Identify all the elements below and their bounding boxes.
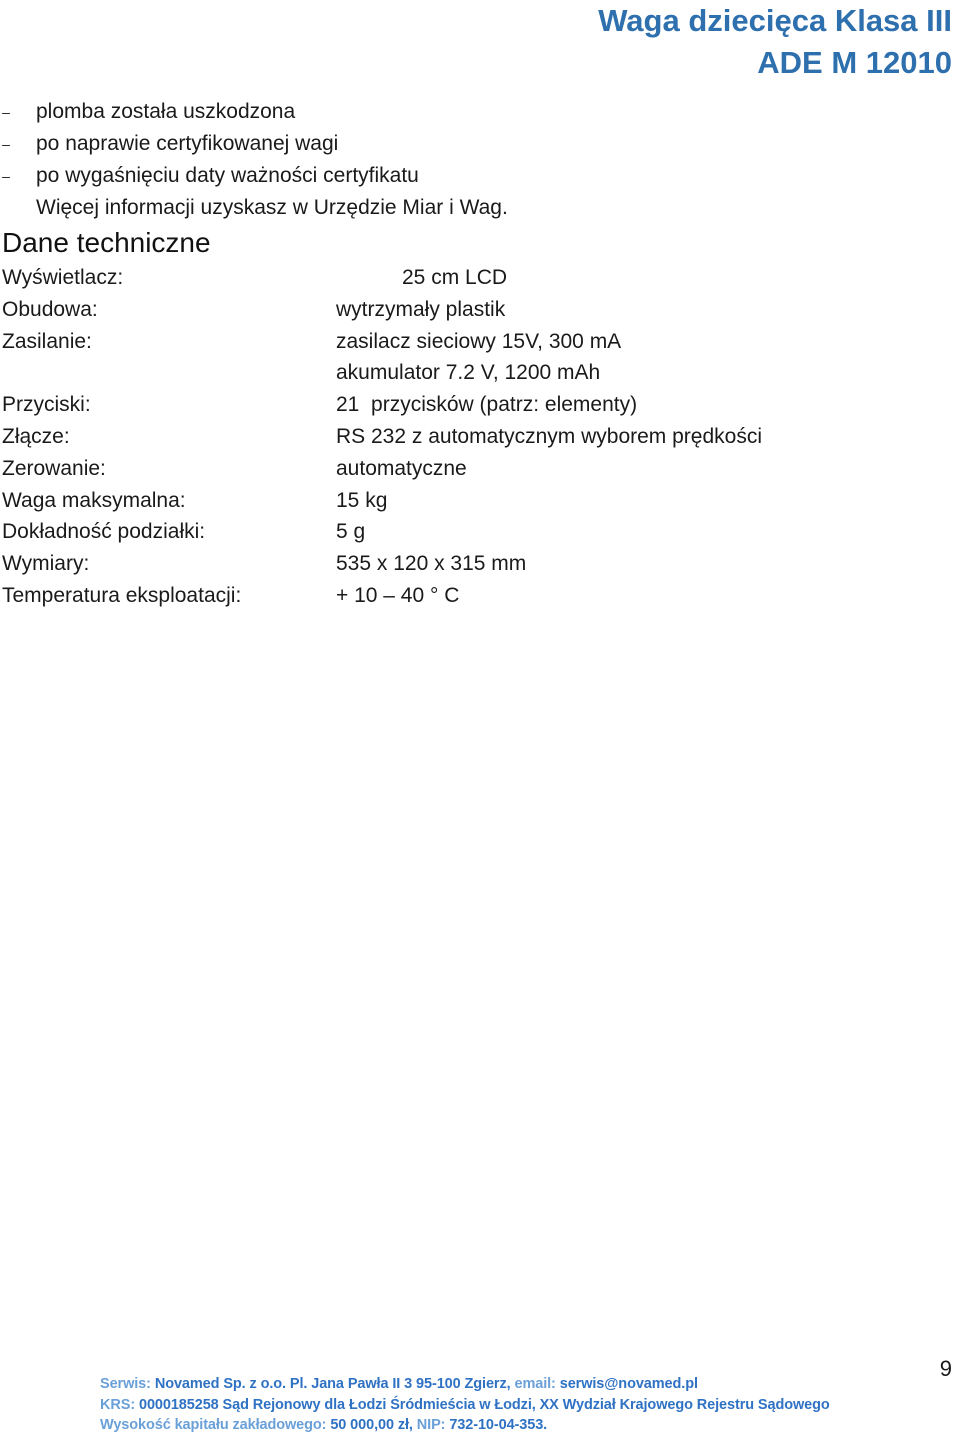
footer-key: NIP: <box>412 1417 446 1433</box>
bullet-marker: – <box>2 136 10 152</box>
spec-value: 15 kg <box>336 488 388 512</box>
spec-label: Obudowa: <box>2 297 98 321</box>
spec-value: 25 cm LCD <box>402 266 508 289</box>
spec-value: zasilacz sieciowy 15V, 300 mA <box>336 329 622 353</box>
footer-key: email: <box>510 1376 556 1392</box>
bullet-marker: – <box>2 104 10 120</box>
footer-line-service <box>100 1374 830 1395</box>
footer-line-krs <box>100 1395 830 1416</box>
spec-label: Waga maksymalna: <box>2 488 186 512</box>
spec-value: 5 g <box>336 520 366 544</box>
spec-label: Wyświetlacz: <box>2 266 124 289</box>
footer-key: Wysokość kapitału zakładowego: <box>100 1417 327 1433</box>
list-item-text: po wygaśnięciu daty ważności certyfikatu <box>36 164 419 187</box>
document-header <box>598 0 952 84</box>
spec-value: wytrzymały plastik <box>336 297 506 321</box>
company-footer <box>100 1374 830 1436</box>
spec-label: Przyciski: <box>2 393 91 417</box>
spec-label: Temperatura eksploatacji: <box>2 583 242 607</box>
spec-value: automatyczne <box>336 456 467 480</box>
list-item-text: plomba została uszkodzona <box>36 100 296 123</box>
footer-key: KRS: <box>100 1396 136 1413</box>
section-title: Dane techniczne <box>2 227 211 258</box>
footer-line-capital <box>100 1415 830 1436</box>
spec-value: + 10 – 40 ° C <box>336 583 460 607</box>
spec-value: 535 x 120 x 315 mm <box>336 552 527 576</box>
spec-value: RS 232 z automatycznym wyborem prędkości <box>336 424 762 448</box>
footer-key: Serwis: <box>100 1376 151 1392</box>
spec-label: Zasilanie: <box>2 329 92 353</box>
spec-label: Zerowanie: <box>2 456 106 480</box>
footer-text: 50 000,00 zł, <box>326 1417 413 1433</box>
bullet-marker: – <box>2 168 10 184</box>
page-number: 9 <box>939 1356 952 1381</box>
footer-email: serwis@novamed.pl <box>555 1376 698 1392</box>
spec-value: 21 przycisków (patrz: elementy) <box>336 393 638 417</box>
spec-label: Złącze: <box>2 424 70 448</box>
list-item-text: po naprawie certyfikowanej wagi <box>36 132 339 155</box>
footer-text: 732-10-04-353. <box>445 1417 548 1433</box>
spec-label: Wymiary: <box>2 552 90 576</box>
spec-label: Dokładność podziałki: <box>2 520 206 544</box>
footer-text: 0000185258 Sąd Rejonowy dla Łodzi Śródmieścia w Łodzi, XX Wydział Krajowego Rejestru Sądowego <box>135 1396 830 1413</box>
info-note: Więcej informacji uzyskasz w Urzędzie Miar i Wag. <box>36 196 508 219</box>
header-title-line1: Waga dziecięca Klasa III <box>598 3 952 38</box>
spec-value: akumulator 7.2 V, 1200 mAh <box>336 361 601 385</box>
header-title-line2: ADE M 12010 <box>757 45 952 80</box>
footer-text: Novamed Sp. z o.o. Pl. Jana Pawła II 3 95-100 Zgierz, <box>150 1376 511 1392</box>
